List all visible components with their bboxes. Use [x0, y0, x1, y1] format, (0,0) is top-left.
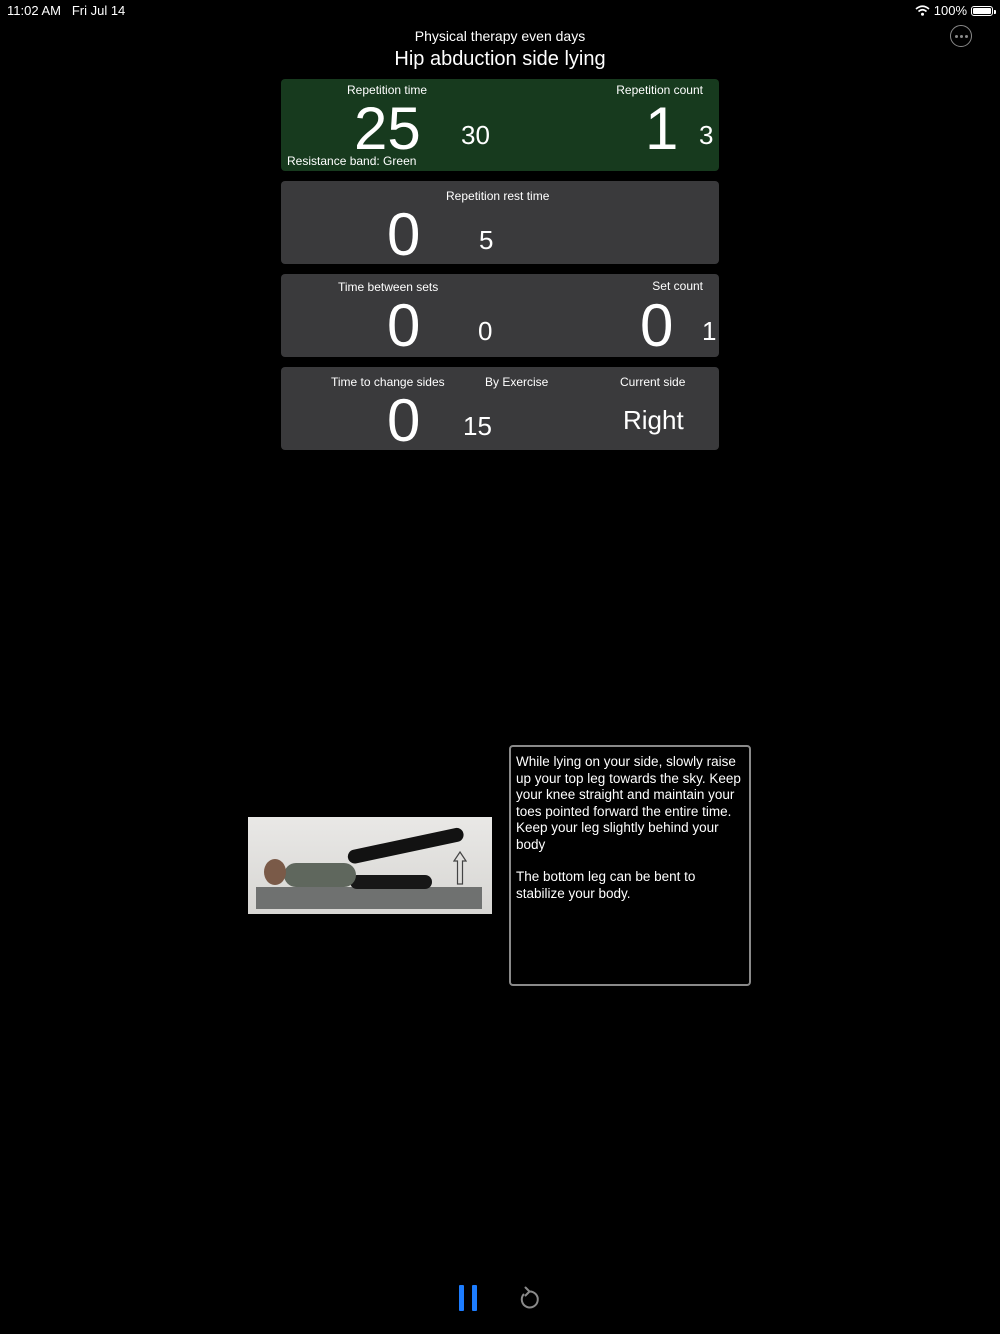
change-sides-total: 15 — [463, 411, 492, 441]
rest-time-current: 0 — [387, 201, 421, 268]
wifi-icon — [915, 5, 930, 16]
by-exercise-label: By Exercise — [485, 375, 549, 389]
exercise-illustration — [248, 817, 492, 914]
status-time: 11:02 AM Fri Jul 14 — [7, 3, 126, 18]
set-count-total: 1 — [702, 316, 717, 346]
battery-percentage: 100% — [933, 3, 967, 18]
restart-button[interactable] — [517, 1285, 541, 1311]
instructions-paragraph: The bottom leg can be bent to stabilize your body. — [516, 869, 696, 901]
repetition-time-current: 25 — [354, 95, 421, 162]
change-sides-current: 0 — [387, 387, 421, 454]
repetition-count-total: 3 — [699, 120, 714, 150]
repetition-time-total: 30 — [461, 120, 490, 150]
repetition-count-label: Repetition count — [616, 83, 703, 97]
current-side-label: Current side — [620, 375, 686, 389]
status-indicators — [915, 3, 993, 18]
instructions-paragraph: While lying on your side, slowly raise up your top leg towards the sky. Keep your knee straight and maintain your toes pointed forward the entire time. Keep your leg slightly behind your body — [516, 754, 741, 852]
rest-time-label: Repetition rest time — [446, 189, 550, 203]
time-between-sets-label: Time between sets — [338, 280, 439, 294]
repetition-count-current: 1 — [645, 95, 679, 162]
status-bar — [0, 0, 1000, 22]
pause-icon — [459, 1285, 464, 1311]
restart-icon — [522, 1288, 538, 1308]
status-date: Fri Jul 14 — [71, 3, 126, 18]
routine-name: Physical therapy even days — [414, 28, 586, 44]
current-side-value: Right — [623, 405, 684, 435]
set-count-label: Set count — [652, 279, 703, 293]
repetition-time-label: Repetition time — [347, 83, 428, 97]
rest-panel — [281, 181, 719, 268]
sides-panel — [281, 367, 719, 454]
set-count-current: 0 — [640, 292, 674, 359]
sets-panel — [281, 274, 719, 357]
pause-button[interactable] — [459, 1285, 477, 1311]
time-to-change-sides-label: Time to change sides — [331, 375, 445, 389]
rest-time-total: 5 — [479, 225, 494, 255]
time-between-sets-total: 0 — [478, 316, 493, 346]
battery-icon — [971, 6, 993, 16]
exercise-title: Hip abduction side lying — [394, 48, 606, 70]
repetition-panel — [281, 79, 719, 171]
time-between-sets-current: 0 — [387, 292, 421, 359]
exercise-instructions — [509, 745, 751, 986]
arrow-up-icon — [453, 851, 467, 885]
resistance-band-label: Resistance band: Green — [287, 154, 417, 168]
